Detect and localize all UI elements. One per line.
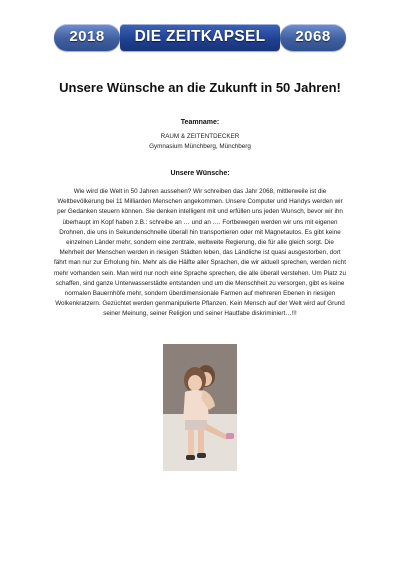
teamname-label: Teamname:	[180, 119, 220, 126]
banner-title-box	[120, 24, 280, 51]
year-start-badge	[54, 24, 120, 51]
year-end-badge	[280, 24, 346, 51]
wishes-text: Wie wird die Welt in 50 Jahren aussehen? Wir schreiben das Jahr 2068, mittlerweile ist die Weltbevölkerung bei 11 Milliarden Menschen angekommen. Unsere Computer und Handys werden wir per Gedanken steuern können. Sie denken intelligent mit und erfüllen uns jeden Wunsch, bevor wir ihn überhaupt im Kopf haben z.B.: schreibe an … und an …. Fortbewegen werden wir uns mit eigenen Drohnen, die uns in Sekundenschnelle überall hin transportieren oder mit Magnetautos. Es gibt keine einzelnen Länder mehr, sondern eine zentrale, weltweite Regierung, die für alle gleich sorgt. Die Mehrheit der Menschen werden in riesigen Städten leben, das Ländliche ist quasi ausgestorben, dort fährt man nur zur Erholung hin. Mehr als die Hälfte aller Sprachen, die wir aktuell sprechen, werden nicht mehr vorhanden sein. Man wird nur noch eine Sprache sprechen, die alle überall verstehen. Um Platz zu schaffen, sind ganze Unterwasserstädte entstanden und um die Menschheit zu versorgen, gibt es keine normalen Bauernhöfe mehr, sondern überdimensionale Farmen auf mehreren Ebenen in riesigen Wolkenkratzern. Gezüchtet werden genmanipulierte Pflanzen. Kein Mensch auf der Welt wird auf Grund seiner Meinung, seiner Religion und seiner Hautfabe diskriminiert…!!!	[54, 188, 346, 318]
banner-title: DIE ZEITKAPSEL	[134, 28, 266, 45]
team-name: RAUM & ZEITENTDECKER	[160, 133, 240, 140]
wishes-label: Unsere Wünsche:	[170, 170, 230, 177]
photo-illustration	[163, 344, 237, 471]
header-banner	[54, 24, 346, 51]
children-photo	[163, 344, 237, 471]
page-title: Unsere Wünsche an die Zukunft in 50 Jahren!	[59, 80, 341, 95]
year-end-label: 2068	[295, 28, 331, 45]
year-start-label: 2018	[69, 28, 105, 45]
school-name: Gymnasium Münchberg, Münchberg	[149, 143, 251, 150]
